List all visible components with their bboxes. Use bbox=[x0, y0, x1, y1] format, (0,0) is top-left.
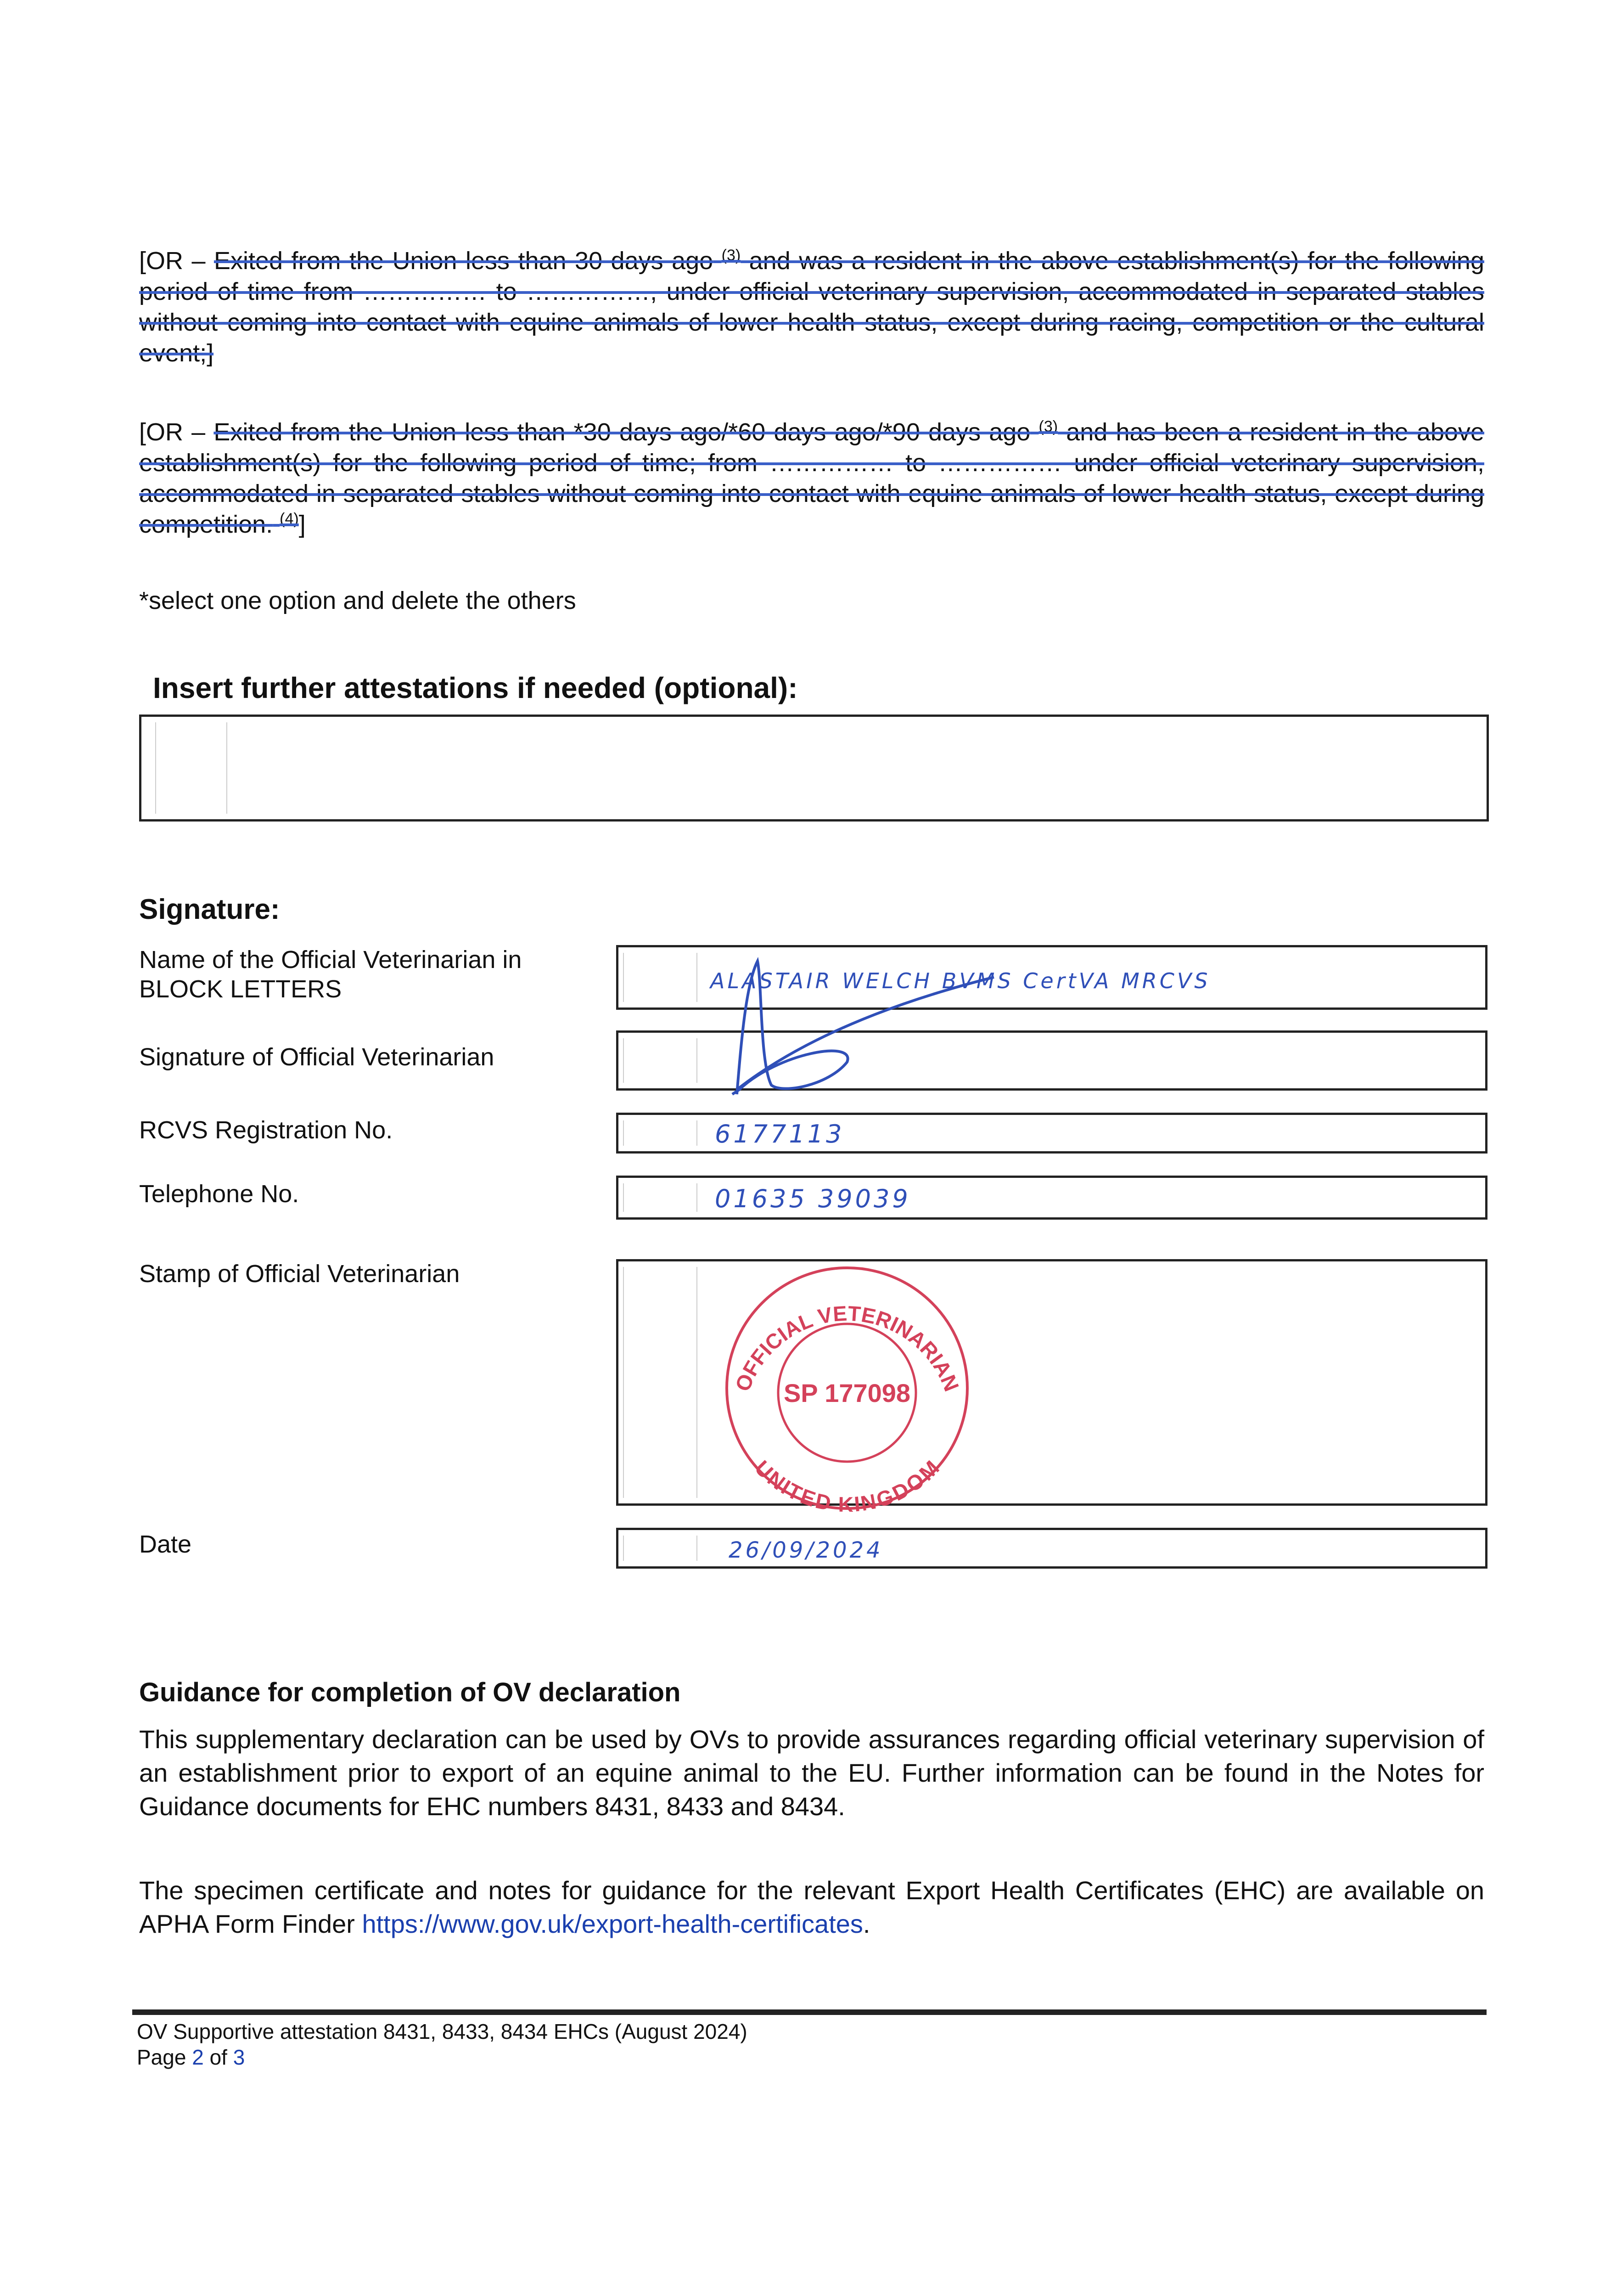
name-label: Name of the Official Veterinarian in BLOCK LETTERS bbox=[139, 946, 522, 1003]
footer-title: OV Supportive attestation 8431, 8433, 8434 EHCs (August 2024) bbox=[137, 2020, 747, 2043]
option-text: Exited from the Union less than *30 days ago/*60 days ago/*90 days ago bbox=[213, 418, 1031, 446]
struck-text bbox=[139, 418, 1484, 538]
stamp-field[interactable] bbox=[616, 1259, 1487, 1516]
option-prefix: [OR – bbox=[139, 418, 214, 446]
guidance-paragraph-2 bbox=[139, 1874, 1484, 1941]
telephone-label: Telephone No. bbox=[139, 1180, 299, 1208]
total-pages: 3 bbox=[233, 2045, 245, 2069]
page-word: Page bbox=[137, 2045, 192, 2069]
page-number bbox=[137, 2044, 1489, 2070]
guidance-text: The specimen certificate and notes for guidance for the relevant Export Health Certificates (EHC) are available on APHA Form Finder bbox=[139, 1876, 1484, 1938]
struck-text bbox=[139, 247, 1484, 367]
option-text: Exited from the Union less than 30 days ago bbox=[213, 247, 713, 275]
export-certificates-link[interactable]: https://www.gov.uk/export-health-certificates bbox=[362, 1909, 863, 1938]
stamp-top-text: OFFICIAL VETERINARIAN bbox=[730, 1301, 964, 1395]
date-row bbox=[139, 1528, 1489, 1569]
rcvs-value: 6177113 bbox=[715, 1120, 845, 1148]
guidance-paragraph-1: This supplementary declaration can be used by OVs to provide assurances regarding official veterinary supervision of an establishment prior to export of an equine animal to the EU. Further information can be found in the Notes for Guidance documents for EHC numbers 8431, 8433 and 8434. bbox=[139, 1725, 1484, 1821]
document-body bbox=[139, 246, 1489, 2070]
signature-row bbox=[139, 1030, 1489, 1091]
further-attestations-heading: Insert further attestations if needed (optional): bbox=[153, 671, 798, 704]
period: . bbox=[863, 1909, 870, 1938]
of-word: of bbox=[203, 2045, 233, 2069]
current-page: 2 bbox=[192, 2045, 204, 2069]
guidance-heading: Guidance for completion of OV declaration bbox=[139, 1677, 681, 1707]
stamp-label: Stamp of Official Veterinarian bbox=[139, 1260, 460, 1288]
footnote-ref: (3) bbox=[721, 247, 741, 264]
name-value: ALASTAIR WELCH BVMS CertVA MRCVS bbox=[710, 968, 1211, 993]
rcvs-row bbox=[139, 1113, 1489, 1154]
footer-rule bbox=[132, 2009, 1487, 2015]
signature-heading: Signature: bbox=[139, 894, 280, 925]
date-value: 26/09/2024 bbox=[729, 1537, 883, 1563]
rcvs-label: RCVS Registration No. bbox=[139, 1116, 393, 1144]
date-label: Date bbox=[139, 1531, 192, 1558]
date-field[interactable] bbox=[616, 1528, 1487, 1569]
official-stamp bbox=[714, 1260, 980, 1517]
option-text-cont: and has been a resident in the above establishment(s) for the following period of time; from …………… to …………… under official veterinary supervision, accommodated in separated stables without coming into contact with equine animals of lower health status, except during competition. bbox=[139, 418, 1484, 538]
option-2-paragraph bbox=[139, 417, 1484, 540]
option-prefix: [OR – bbox=[139, 247, 214, 275]
option-1-paragraph bbox=[139, 246, 1484, 369]
footnote-ref: (4) bbox=[280, 510, 299, 528]
rcvs-field[interactable] bbox=[616, 1113, 1487, 1154]
telephone-value: 01635 39039 bbox=[715, 1184, 911, 1213]
stamp-id: SP 177098 bbox=[783, 1379, 911, 1407]
signature-field[interactable] bbox=[616, 1030, 1487, 1091]
stamp-row bbox=[139, 1259, 1489, 1516]
telephone-field[interactable] bbox=[616, 1176, 1487, 1220]
signature-label: Signature of Official Veterinarian bbox=[139, 1043, 494, 1071]
handwritten-signature bbox=[709, 947, 1031, 1103]
further-attestations-field[interactable] bbox=[139, 715, 1489, 822]
footnote-ref: (3) bbox=[1038, 418, 1058, 435]
bracket: ] bbox=[298, 511, 306, 538]
select-note: *select one option and delete the others bbox=[139, 587, 576, 614]
option-text-cont: and was a resident in the above establishment(s) for the following period of time from …………… to ……………, under official veterinary supervision, accommodated in separated stables without coming into contact with equine animals of lower health status, except during racing, competition or the cultural event;] bbox=[139, 247, 1484, 367]
stamp-bottom-text: UNITED KINGDOM bbox=[750, 1455, 944, 1516]
telephone-row bbox=[139, 1176, 1489, 1220]
footer bbox=[137, 2019, 1489, 2070]
